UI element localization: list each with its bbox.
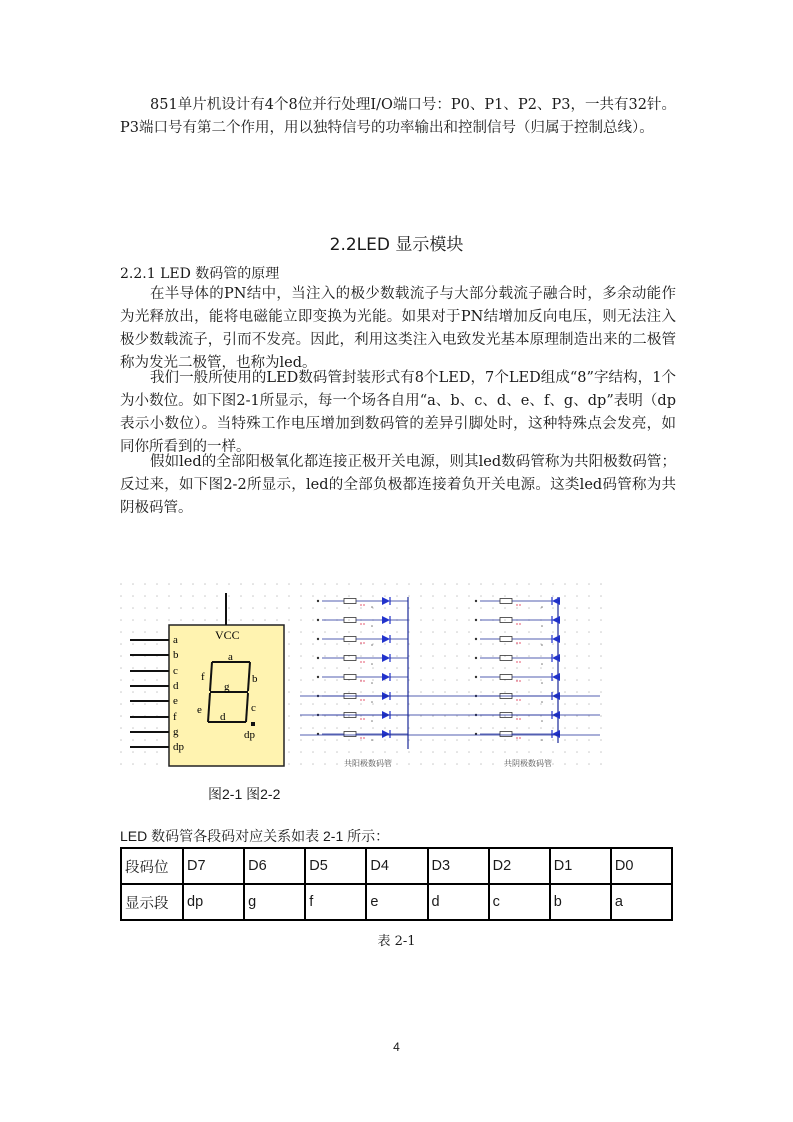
vcc-label: VCC — [215, 628, 240, 642]
table-cell: c — [489, 884, 550, 920]
segment-label-g: g — [224, 681, 230, 693]
common-cathode-caption: 共阴极数码管 — [504, 759, 552, 768]
table-cell: e — [366, 884, 427, 920]
section-heading: 2.2LED 显示模块 — [329, 235, 464, 255]
page-number: 4 — [393, 1040, 400, 1054]
seven-segment-body — [169, 625, 284, 766]
pin-label-c: c — [173, 665, 178, 677]
pin-label-e: e — [173, 695, 178, 707]
table-intro: LED 数码管各段码对应关系如表 2-1 所示： — [120, 828, 390, 844]
table-cell: D4 — [366, 848, 427, 884]
table-cell: D2 — [489, 848, 550, 884]
led-figure-svg — [120, 583, 604, 773]
table-row — [121, 848, 672, 884]
table-cell: dp — [183, 884, 244, 920]
pin-label-a: a — [173, 634, 178, 646]
pin-label-dp: dp — [173, 741, 184, 753]
segment-code-table — [120, 847, 673, 921]
subsection-heading: 2.2.1 LED 数码管的原理 — [120, 266, 280, 282]
figure-caption: 图2-1 图2-2 — [208, 786, 281, 802]
led-principle-paragraph: 在半导体的PN结中，当注入的极少数载流子与大部分载流子融合时，多余动能作为光释放出，能将电磁能立即变换为光能。如果对于PN结增加反向电压，则无法注入极少数载流子，引而不发亮。因此，利用这类注入电致发光基本原理制造出来的二极管称为发光二极管，也称为led。 — [120, 286, 676, 371]
table-cell: d — [428, 884, 489, 920]
table-cell: g — [244, 884, 305, 920]
table-cell: D7 — [183, 848, 244, 884]
segment-label-b: b — [252, 673, 258, 685]
segment-label-f: f — [201, 671, 205, 683]
pin-label-f: f — [173, 711, 177, 723]
table-cell: a — [611, 884, 672, 920]
common-anode-paragraph: 假如led的全部阳极氧化都连接正极开关电源，则其led数码管称为共阳极数码管；反过来，如下图2-2所显示，led的全部负极都连接着负开关电源。这类led码管称为共阴极码管。 — [120, 454, 676, 516]
segment-label-dp: dp — [244, 729, 255, 741]
table-cell: D6 — [244, 848, 305, 884]
segment-label-d: d — [220, 711, 226, 723]
table-cell: f — [305, 884, 366, 920]
intro-paragraph: 851单片机设计有4个8位并行处理I/O端口号：P0、P1、P2、P3，一共有32针。P3端口号有第二个作用，用以独特信号的功率输出和控制信号（归属于控制总线）。 — [120, 97, 676, 136]
pin-label-g: g — [173, 726, 179, 738]
segment-label-e: e — [197, 704, 202, 716]
table-cell: D3 — [428, 848, 489, 884]
pin-label-d: d — [173, 680, 179, 692]
table-caption: 表 2-1 — [377, 934, 416, 949]
led-figure — [120, 583, 604, 773]
table-cell: D0 — [611, 848, 672, 884]
table-cell: 段码位 — [121, 848, 183, 884]
table-cell: D1 — [550, 848, 611, 884]
table-row — [121, 884, 672, 920]
segment-dp-dot — [251, 722, 255, 726]
segment-label-a: a — [228, 651, 233, 663]
table-cell: b — [550, 884, 611, 920]
table-cell: D5 — [305, 848, 366, 884]
led-package-paragraph: 我们一般所使用的LED数码管封装形式有8个LED，7个LED组成“8”字结构，1个为小数位。如下图2-1所显示，每一个场各自用“a、b、c、d、e、f、g、dp”表明（dp表示小数位）。当特殊工作电压增加到数码管的差异引脚处时，这种特殊点会发亮，如同你所看到的一样。 — [120, 370, 676, 455]
segment-label-c: c — [251, 702, 256, 714]
pin-label-b: b — [173, 649, 179, 661]
common-anode-caption: 共阳极数码管 — [344, 759, 392, 768]
table-cell: 显示段 — [121, 884, 183, 920]
